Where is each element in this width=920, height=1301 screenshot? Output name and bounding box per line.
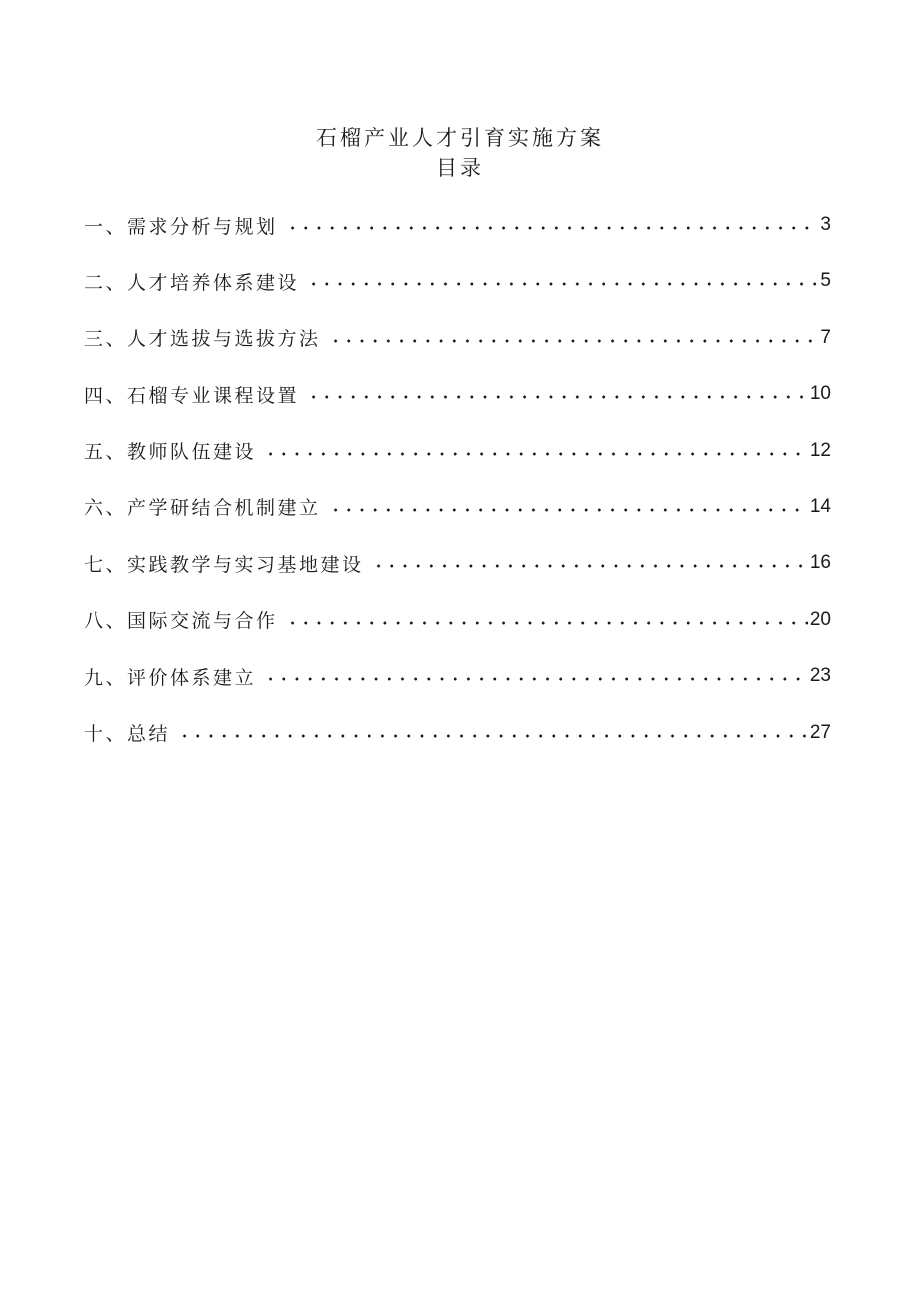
toc-entry-page: 23 [809, 665, 831, 687]
toc-entry[interactable] [84, 433, 831, 469]
toc-entry-label: 一、需求分析与规划 [84, 215, 278, 238]
toc-entry[interactable] [84, 602, 831, 638]
toc-leader-dots [329, 339, 819, 343]
toc-entry-page: 16 [809, 552, 831, 574]
toc-entry[interactable] [84, 715, 831, 751]
toc-entry-page: 7 [820, 326, 831, 348]
toc-entry[interactable] [84, 320, 831, 356]
toc-leader-dots [307, 282, 818, 286]
toc-leader-dots [264, 677, 808, 681]
toc-entry-page: 5 [820, 270, 831, 292]
document-title: 石榴产业人才引育实施方案 [316, 126, 604, 150]
toc-entry-page: 27 [809, 721, 831, 743]
toc-leader-dots [286, 621, 808, 625]
toc-entry[interactable] [84, 263, 831, 299]
toc-entry-page: 3 [820, 214, 831, 235]
toc-heading: 目录 [436, 156, 484, 180]
toc-leader-dots [286, 226, 819, 230]
toc-leader-dots [264, 452, 808, 456]
toc-entry[interactable] [84, 489, 831, 525]
toc-entry-label: 五、教师队伍建设 [84, 441, 257, 464]
toc-entry-label: 二、人才培养体系建设 [84, 271, 300, 294]
toc-leader-dots [307, 395, 808, 399]
toc-entry-label: 三、人才选拔与选拔方法 [84, 328, 321, 351]
toc-entry-label: 八、国际交流与合作 [84, 610, 278, 633]
toc-entry-page: 10 [809, 383, 831, 405]
toc-entry-page: 20 [809, 608, 831, 630]
toc-entry-label: 四、石榴专业课程设置 [84, 384, 300, 407]
toc-entry-label: 九、评价体系建立 [84, 666, 257, 689]
toc-entry[interactable] [84, 376, 831, 412]
toc-entry-label: 十、总结 [84, 723, 171, 746]
toc-leader-dots [178, 734, 808, 738]
toc-entry[interactable] [84, 207, 831, 243]
toc-entry[interactable] [84, 658, 831, 694]
table-of-contents [84, 207, 831, 771]
toc-leader-dots [329, 508, 808, 512]
toc-leader-dots [372, 564, 808, 568]
toc-entry-label: 七、实践教学与实习基地建设 [84, 553, 364, 576]
toc-entry-label: 六、产学研结合机制建立 [84, 497, 321, 520]
toc-entry-page: 12 [809, 439, 831, 461]
toc-entry-page: 14 [809, 495, 831, 517]
toc-entry[interactable] [84, 545, 831, 581]
